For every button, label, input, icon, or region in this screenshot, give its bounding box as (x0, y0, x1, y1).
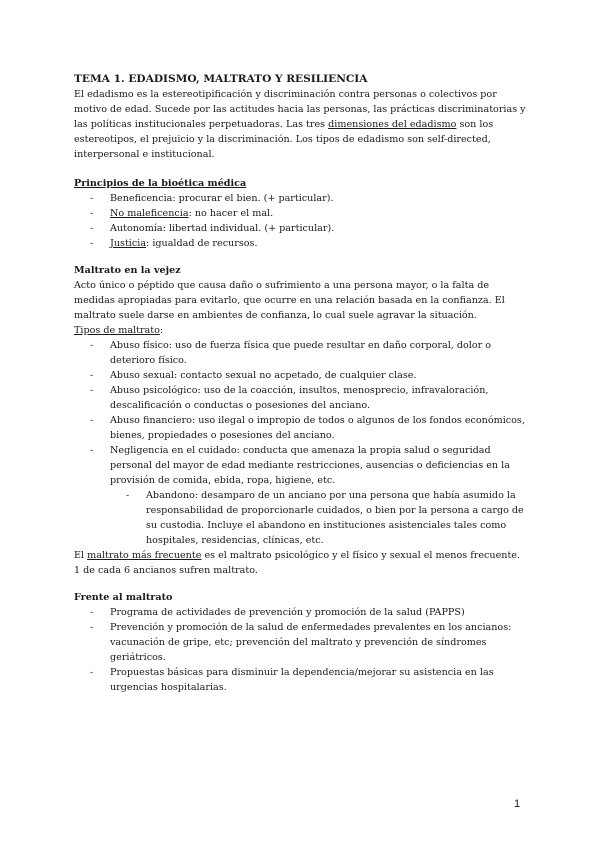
list-subitem: - Abandono: desamparo de un anciano por una persona que había asumido la responsabilidad de proporcionarle cuidados, o bien por la persona a cargo de su custodia. Incluye el abandono en instituciones asistenciales tales como hospitales, residencias, clínicas, etc. (74, 488, 526, 548)
conclusion-text-2: es el maltrato psicológico y el físico y sexual el menos frecuente. 1 de cada 6 ancianos sufren maltrato. (74, 550, 521, 576)
tipos-label (74, 323, 526, 338)
list-item: - Abuso financiero: uso ilegal o impropio de todos o algunos de los fondos económicos, bienes, propiedades o posesiones del anciano. (74, 413, 526, 443)
conclusion-underlined-term: maltrato más frecuente (87, 550, 202, 561)
conclusion-paragraph (74, 548, 526, 578)
list-item (74, 206, 526, 221)
tipos-label-text: Tipos de maltrato (74, 325, 160, 336)
item-term: Justicia (110, 238, 147, 249)
intro-underlined-term: dimensiones del edadismo (328, 119, 457, 130)
list-item: - Abuso psicológico: uso de la coacción, insultos, menosprecio, infravaloración, descalificación o conductas o posesiones del anciano. (74, 383, 526, 413)
list-item: - Negligencia en el cuidado: conducta que amenaza la propia salud o seguridad personal del mayor de edad mediante restricciones, ausencias o deficiencias en la provisión de comida, ebida, ropa, higiene, etc. (74, 443, 526, 488)
item-text: : no hacer el mal. (188, 208, 274, 219)
list-item (74, 191, 526, 206)
page-number: 1 (514, 798, 521, 810)
item-term: No maleficencia (110, 208, 189, 219)
item-text: Beneficencia: procurar el bien. (+ particular). (110, 193, 334, 204)
list-item (74, 236, 526, 251)
intro-text-1: El edadismo es la estereotipificación y discriminación contra personas o colectivos por motivo de edad. Sucede por las actitudes hacia las personas, las prácticas discriminatorias y las políticas institucionales perpetuadoras. Las tres (74, 89, 526, 130)
list-item: - Propuestas básicas para disminuir la dependencia/mejorar su asistencia en las urgencias hospitalarias. (74, 665, 526, 695)
bioetica-heading: Principios de la bioética médica (74, 178, 247, 189)
bioetica-list (74, 191, 526, 251)
subitem-list (74, 488, 526, 548)
page-title: TEMA 1. EDADISMO, MALTRATO Y RESILIENCIA (74, 73, 368, 85)
list-item: - Abuso físico: uso de fuerza física que puede resultar en daño corporal, dolor o deterioro físico. (74, 338, 526, 368)
frente-list (74, 605, 526, 695)
item-text: Autonomía: libertad individual. (+ particular). (110, 223, 335, 234)
list-item: - Programa de actividades de prevención y promoción de la salud (PAPPS) (74, 605, 526, 620)
list-item (74, 221, 526, 236)
frente-heading: Frente al maltrato (74, 592, 173, 603)
vejez-paragraph: Acto único o péptido que causa daño o sufrimiento a una persona mayor, o la falta de medidas apropiadas para evitarlo, que ocurre en una relación basada en la confianza. El maltrato suele darse en ambientes de confianza, lo cual suele agravar la situación. (74, 280, 505, 321)
list-item: - Abuso sexual: contacto sexual no acpetado, de cualquier clase. (74, 368, 526, 383)
vejez-heading: Maltrato en la vejez (74, 265, 181, 276)
tipos-colon: : (159, 325, 164, 336)
intro-text-2: son los estereotipos, el prejuicio y la discriminación. Los tipos de edadismo son self-directed, interpersonal e institucional. (74, 119, 494, 160)
list-item: - Prevención y promoción de la salud de enfermedades prevalentes en los ancianos: vacunación de gripe, etc; prevención del maltrato y prevención de síndromes geriátricos. (74, 620, 526, 665)
conclusion-text-1: El (74, 550, 88, 561)
document-body (74, 72, 526, 695)
item-text: : igualdad de recursos. (146, 238, 258, 249)
tipos-list (74, 338, 526, 488)
intro-paragraph (74, 87, 526, 162)
